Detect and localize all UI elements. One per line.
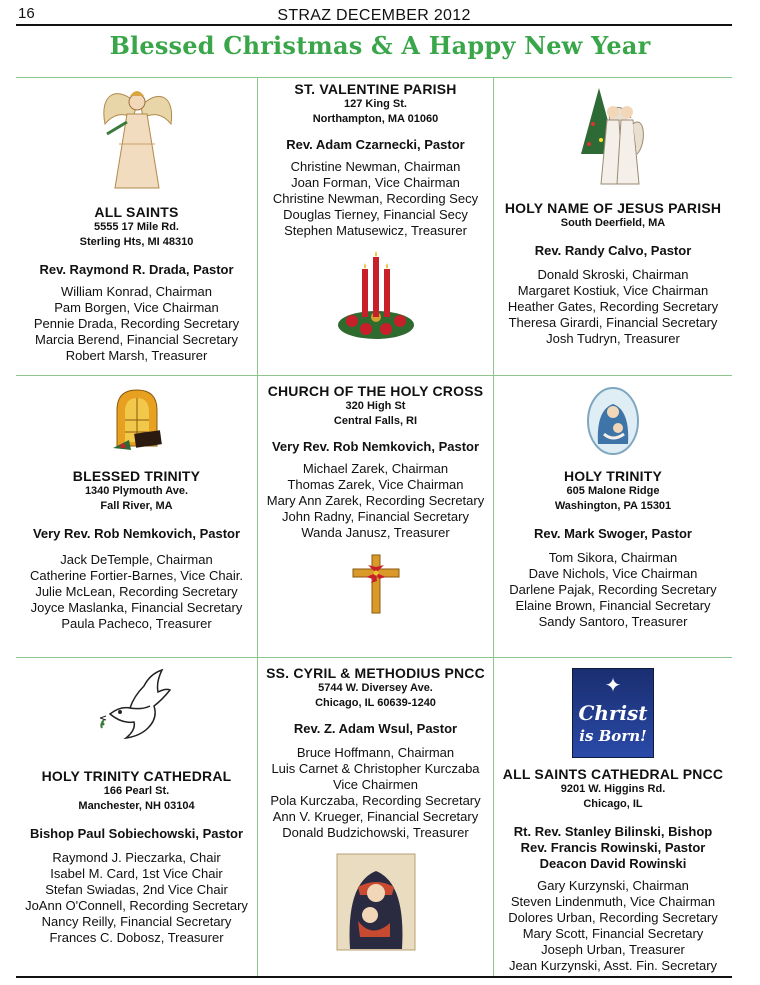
address-line: Central Falls, RI — [333, 415, 418, 427]
christ-is-born-image — [572, 668, 654, 758]
candle-centerpiece-icon — [334, 249, 418, 345]
parish-name: HOLY TRINITY CATHEDRAL — [41, 768, 232, 784]
officer-line: Douglas Tierney, Financial Secy — [283, 207, 468, 222]
image-text: is Born! — [579, 727, 647, 745]
officer-line: Margaret Kostiuk, Vice Chairman — [517, 283, 709, 298]
peace-dove-icon — [100, 666, 174, 746]
madonna-child-icon — [336, 853, 416, 951]
parish-name: ALL SAINTS — [94, 204, 179, 220]
angels-christmas-tree-icon — [577, 84, 649, 190]
officer-line: Ann V. Krueger, Financial Secretary — [272, 809, 479, 824]
officer-line: Joseph Urban, Treasurer — [541, 942, 685, 957]
address-line: 9201 W. Higgins Rd. — [560, 783, 666, 795]
address-line: 166 Pearl St. — [103, 785, 170, 797]
parish-name: HOLY TRINITY — [563, 468, 663, 484]
address-line: Sterling Hts, MI 48310 — [79, 236, 194, 248]
clergy-line: Deacon David Rowinski — [539, 856, 687, 871]
officer-line: Tom Sikora, Chairman — [548, 550, 678, 565]
parish-name: ALL SAINTS CATHEDRAL PNCC — [502, 766, 724, 782]
parish-card-all-saints-cathedral — [494, 658, 732, 974]
officer-line: Paula Pacheco, Treasurer — [61, 616, 212, 631]
parish-name: HOLY NAME OF JESUS PARISH — [504, 200, 722, 216]
officer-line: Donald Skroski, Chairman — [537, 267, 689, 282]
officer-line: Heather Gates, Recording Secretary — [507, 299, 719, 314]
address-line: 5555 17 Mile Rd. — [94, 221, 179, 233]
parish-grid — [16, 77, 732, 978]
pastor-line: Rev. Raymond R. Drada, Pastor — [39, 262, 234, 277]
officer-line: Steven Lindenmuth, Vice Chairman — [510, 894, 716, 909]
officer-line: Frances C. Dobosz, Treasurer — [49, 930, 224, 945]
parish-card-all-saints — [16, 78, 257, 375]
page-header — [16, 4, 732, 26]
address-line: Northampton, MA 01060 — [312, 113, 439, 125]
address-line: Chicago, IL 60639-1240 — [315, 697, 436, 709]
officer-line: Pam Borgen, Vice Chairman — [54, 300, 219, 315]
officer-line: Mary Ann Zarek, Recording Secretary — [266, 493, 485, 508]
clergy-line: Rt. Rev. Stanley Bilinski, Bishop — [513, 824, 713, 839]
officer-line: Dolores Urban, Recording Secretary — [508, 910, 718, 925]
parish-card-st-valentine — [258, 78, 493, 375]
officer-line: Pola Kurczaba, Recording Secretary — [270, 793, 481, 808]
officer-line: Stefan Swiadas, 2nd Vice Chair — [45, 882, 228, 897]
officer-line: Pennie Drada, Recording Secretary — [33, 316, 240, 331]
page-number: 16 — [18, 5, 35, 22]
address-line: 5744 W. Diversey Ave. — [318, 682, 433, 694]
officer-line: Donald Budzichowski, Treasurer — [282, 825, 469, 840]
officer-line: Catherine Fortier-Barnes, Vice Chair. — [30, 568, 243, 583]
officer-line: Christine Newman, Chairman — [290, 159, 461, 174]
officer-line: Elaine Brown, Financial Secretary — [515, 598, 711, 613]
officer-line: Mary Scott, Financial Secretary — [522, 926, 704, 941]
officer-line: Gary Kurzynski, Chairman — [537, 878, 689, 893]
officer-line: Michael Zarek, Chairman — [302, 461, 449, 476]
parish-card-holy-cross — [258, 376, 493, 657]
image-text: Christ — [578, 701, 648, 725]
officer-line: Julie McLean, Recording Secretary — [35, 584, 238, 599]
officer-line: Darlene Pajak, Recording Secretary — [509, 582, 717, 597]
parish-card-holy-trinity-cathedral — [16, 658, 257, 974]
pastor-line: Very Rev. Rob Nemkovich, Pastor — [271, 439, 480, 454]
officer-line: Stephen Matusewicz, Treasurer — [284, 223, 467, 238]
parish-name: SS. CYRIL & METHODIUS PNCC — [266, 665, 485, 681]
address-line: 1340 Plymouth Ave. — [84, 485, 189, 497]
pastor-line: Rev. Adam Czarnecki, Pastor — [286, 137, 465, 152]
officer-line: Bruce Hoffmann, Chairman — [296, 745, 455, 760]
officer-line: Nancy Reilly, Financial Secretary — [41, 914, 232, 929]
officer-line: Raymond J. Pieczarka, Chair — [52, 850, 221, 865]
officer-line: Dave Nichols, Vice Chairman — [528, 566, 698, 581]
officer-line: William Konrad, Chairman — [61, 284, 212, 299]
star-icon: ✦ — [604, 675, 622, 697]
pastor-line: Very Rev. Rob Nemkovich, Pastor — [32, 526, 241, 541]
address-line: 127 King St. — [344, 98, 407, 110]
cross-poinsettia-icon — [351, 553, 401, 615]
officer-line: Joyce Maslanka, Financial Secretary — [30, 600, 243, 615]
officer-line: Wanda Janusz, Treasurer — [301, 525, 450, 540]
angel-icon — [97, 84, 177, 194]
officer-line: Jean Kurzynski, Asst. Fin. Secretary — [508, 958, 718, 973]
pastor-line: Rev. Mark Swoger, Pastor — [534, 526, 692, 541]
address-line: Chicago, IL — [583, 798, 643, 810]
parish-card-holy-name — [494, 78, 732, 375]
parish-name: CHURCH OF THE HOLY CROSS — [267, 383, 484, 399]
officer-line: Marcia Berend, Financial Secretary — [34, 332, 239, 347]
parish-card-blessed-trinity — [16, 376, 257, 657]
pastor-line: Rev. Z. Adam Wsul, Pastor — [293, 721, 458, 736]
address-line: Washington, PA 15301 — [554, 500, 672, 512]
address-line: 320 High St — [345, 400, 406, 412]
officer-line: Isabel M. Card, 1st Vice Chair — [50, 866, 223, 881]
madonna-oval-icon — [586, 386, 640, 456]
address-line: Manchester, NH 03104 — [78, 800, 195, 812]
pastor-line: Bishop Paul Sobiechowski, Pastor — [29, 826, 244, 841]
parish-card-holy-trinity — [494, 376, 732, 657]
officer-line: Josh Tudryn, Treasurer — [546, 331, 680, 346]
publication-title: STRAZ DECEMBER 2012 — [277, 7, 471, 24]
officer-line: Joan Forman, Vice Chairman — [291, 175, 460, 190]
address-line: Fall River, MA — [100, 500, 173, 512]
officer-line: Jack DeTemple, Chairman — [60, 552, 213, 567]
clergy-line: Rev. Francis Rowinski, Pastor — [520, 840, 706, 855]
officer-line: JoAnn O'Connell, Recording Secretary — [25, 898, 248, 913]
parish-name: ST. VALENTINE PARISH — [294, 81, 457, 97]
officer-line: Luis Carnet & Christopher Kurczaba — [271, 761, 480, 776]
officer-line: Sandy Santoro, Treasurer — [538, 614, 688, 629]
officer-line: Robert Marsh, Treasurer — [65, 348, 208, 363]
address-line: 605 Malone Ridge — [566, 485, 660, 497]
officer-line: John Radny, Financial Secretary — [282, 509, 469, 524]
parish-name: BLESSED TRINITY — [72, 468, 201, 484]
officer-line: Christine Newman, Recording Secy — [272, 191, 479, 206]
greeting-banner: Blessed Christmas & A Happy New Year — [109, 31, 651, 60]
officer-line: Thomas Zarek, Vice Chairman — [287, 477, 464, 492]
address-line: South Deerfield, MA — [560, 217, 666, 229]
candle-bible-icon — [109, 386, 165, 456]
pastor-line: Rev. Randy Calvo, Pastor — [534, 243, 692, 258]
officer-line: Vice Chairmen — [332, 777, 419, 792]
parish-card-ss-cyril-methodius — [258, 658, 493, 974]
officer-line: Theresa Girardi, Financial Secretary — [508, 315, 718, 330]
